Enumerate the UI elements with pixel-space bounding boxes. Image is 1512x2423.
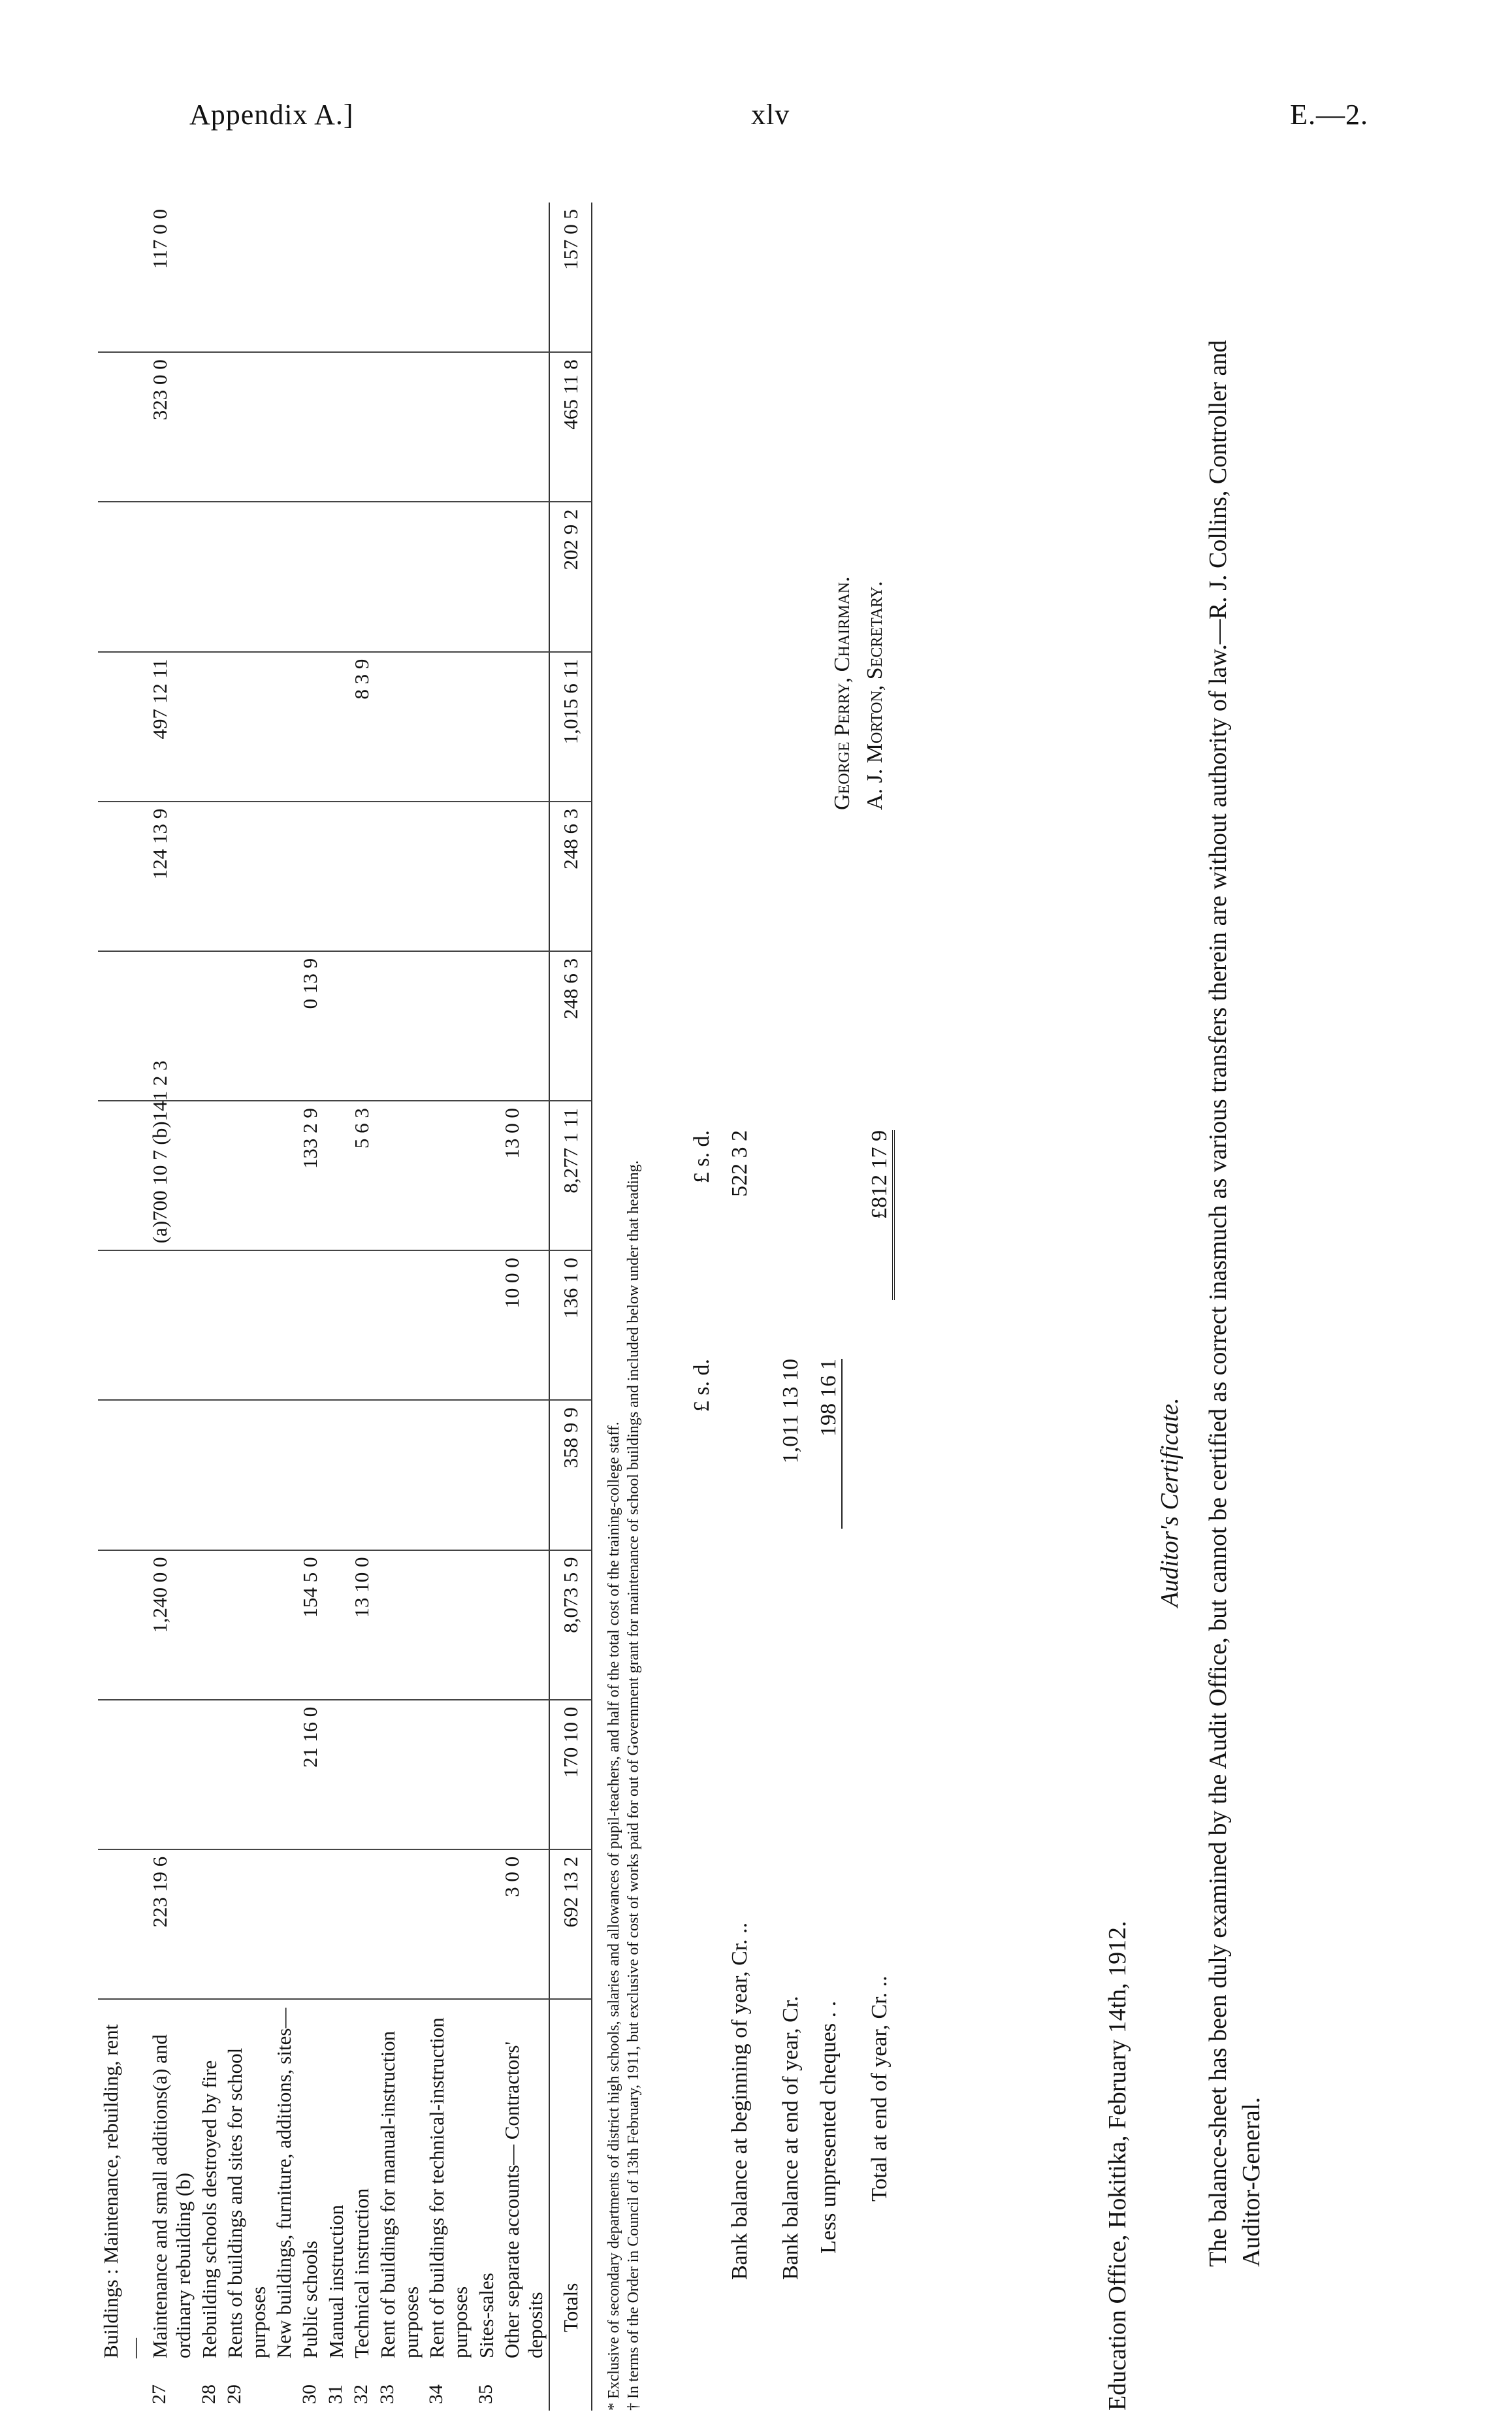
- amount-cell: [98, 1400, 147, 1550]
- amount-cell: [271, 951, 297, 1101]
- amount-cell: 1,240 0 0: [147, 1550, 196, 1700]
- amount-cell: [499, 802, 549, 951]
- amount-cell: [474, 1550, 500, 1700]
- amount-cell: [375, 352, 424, 502]
- amount-cell: [474, 1400, 500, 1550]
- amount-cell: [297, 1849, 323, 1999]
- amount-cell: [98, 652, 147, 802]
- row-number: [271, 2365, 297, 2411]
- amount-cell: [349, 203, 375, 352]
- amount-cell: [271, 352, 297, 502]
- row-number: 27: [148, 2384, 170, 2404]
- footnotes: [604, 203, 643, 2411]
- amount-cell: 13 10 0: [349, 1550, 375, 1700]
- bank-amount: 198 16 1: [816, 1359, 843, 1529]
- amount-cell: [499, 352, 549, 502]
- amount-cell: [98, 951, 147, 1101]
- total-cell: 692 13 2: [549, 1849, 592, 1999]
- amount-cell: [424, 203, 473, 352]
- row-number: 33: [376, 2384, 398, 2404]
- row-description: Sites-sales: [474, 2273, 498, 2358]
- amount-cell: [197, 652, 223, 802]
- row-description: Manual instruction: [324, 2204, 347, 2358]
- amount-cell: [197, 502, 223, 651]
- amount-cell: [271, 1101, 297, 1250]
- amount-cell: [297, 203, 323, 352]
- amount-cell: [271, 1700, 297, 1849]
- amount-cell: [197, 352, 223, 502]
- amount-cell: [323, 1700, 349, 1849]
- amount-cell: [271, 1550, 297, 1700]
- table-row: [474, 203, 500, 2411]
- amount-cell: [474, 203, 500, 352]
- amount-cell: [499, 502, 549, 651]
- amount-cell: [98, 802, 147, 951]
- amount-cell: [222, 1550, 271, 1700]
- amount-cell: [349, 352, 375, 502]
- bank-amount: 522 3 2: [728, 1130, 752, 1197]
- amount-cell: [424, 1550, 473, 1700]
- total-cell: 157 0 5: [549, 203, 592, 352]
- amount-cell: [98, 1700, 147, 1849]
- amount-cell: [499, 1550, 549, 1700]
- amount-cell: [474, 951, 500, 1101]
- amount-cell: [147, 1250, 196, 1400]
- amount-cell: [222, 951, 271, 1101]
- row-number: 35: [474, 2384, 496, 2404]
- amount-cell: [271, 1849, 297, 1999]
- row-description: Maintenance and small additions(a) and ordinary rebuilding (b): [148, 2034, 195, 2358]
- amount-cell: [375, 652, 424, 802]
- amount-cell: [271, 652, 297, 802]
- table-row: [499, 203, 549, 2411]
- amount-cell: [424, 951, 473, 1101]
- rotated-content: [98, 203, 1274, 2411]
- amount-cell: [474, 1700, 500, 1849]
- amount-cell: [474, 1101, 500, 1250]
- amount-cell: [375, 1849, 424, 1999]
- amount-cell: [424, 1250, 473, 1400]
- table-row: [98, 203, 147, 2411]
- amount-cell: [323, 1250, 349, 1400]
- amount-cell: [222, 502, 271, 651]
- amount-cell: [147, 502, 196, 651]
- total-cell: 465 11 8: [549, 352, 592, 502]
- row-description: Rents of buildings and sites for school purposes: [223, 2047, 270, 2358]
- amount-cell: [375, 1700, 424, 1849]
- amount-cell: [474, 352, 500, 502]
- amount-cell: [499, 1700, 549, 1849]
- amount-cell: 3 0 0: [499, 1849, 549, 1999]
- row-number: 28: [197, 2384, 219, 2404]
- amount-cell: [323, 1400, 349, 1550]
- amount-cell: [271, 802, 297, 951]
- amount-cell: [197, 1849, 223, 1999]
- table-row: [375, 203, 424, 2411]
- amount-cell: [424, 502, 473, 651]
- money-column-header: £ s. d.: [690, 1359, 715, 1412]
- footnote: † In terms of the Order in Council of 13th February, 1911, but exclusive of cost of works paid for out of Government grant for maintenance of school buildings and included below under that heading.: [625, 1160, 643, 2411]
- footnote: * Exclusive of secondary departments of district high schools, salaries and allowances of pupil-teachers, and half of the total cost of the training-college staff.: [605, 1422, 623, 2411]
- table-row: [271, 203, 297, 2411]
- amount-cell: [499, 1400, 549, 1550]
- amount-cell: [375, 951, 424, 1101]
- amount-cell: [323, 352, 349, 502]
- amount-cell: [323, 951, 349, 1101]
- row-number: [499, 2365, 549, 2411]
- amount-cell: [499, 951, 549, 1101]
- amount-cell: 323 0 0: [147, 352, 196, 502]
- secretary-signature: A. J. Morton, Secretary.: [863, 581, 887, 810]
- row-number: 32: [350, 2384, 372, 2404]
- bank-total: £812 17 9: [867, 1130, 895, 1300]
- amount-cell: [375, 1250, 424, 1400]
- amount-cell: [222, 1250, 271, 1400]
- amount-cell: [474, 802, 500, 951]
- accounts-table: [98, 203, 592, 2411]
- amount-cell: [424, 652, 473, 802]
- amount-cell: [297, 1400, 323, 1550]
- amount-cell: [424, 1700, 473, 1849]
- total-cell: 136 1 0: [549, 1250, 592, 1400]
- amount-cell: [499, 203, 549, 352]
- amount-cell: [499, 652, 549, 802]
- running-header-right: E.—2.: [1290, 99, 1368, 131]
- row-description: Buildings : Maintenance, rebuilding, rent—: [99, 2024, 146, 2358]
- amount-cell: 5 6 3: [349, 1101, 375, 1250]
- office-dateline: Education Office, Hokitika, February 14th, 1912.: [1104, 1921, 1131, 2411]
- amount-cell: [349, 502, 375, 651]
- amount-cell: [349, 1400, 375, 1550]
- amount-cell: [349, 1849, 375, 1999]
- money-column-header: £ s. d.: [690, 1130, 715, 1184]
- amount-cell: 8 3 9: [349, 652, 375, 802]
- amount-cell: [375, 502, 424, 651]
- row-number: 31: [324, 2384, 346, 2404]
- amount-cell: [222, 1849, 271, 1999]
- amount-cell: [323, 1849, 349, 1999]
- amount-cell: [297, 352, 323, 502]
- row-description: Technical instruction: [350, 2188, 374, 2358]
- table-row: [349, 203, 375, 2411]
- amount-cell: 497 12 11: [147, 652, 196, 802]
- bank-label: Less unpresented cheques . .: [816, 2000, 841, 2254]
- amount-cell: [98, 502, 147, 651]
- amount-cell: [474, 502, 500, 651]
- amount-cell: [424, 1400, 473, 1550]
- table-row: [323, 203, 349, 2411]
- amount-cell: [271, 203, 297, 352]
- total-cell: 170 10 0: [549, 1700, 592, 1849]
- totals-label: Totals: [549, 1999, 592, 2411]
- total-cell: 202 9 2: [549, 502, 592, 651]
- amount-cell: [197, 1400, 223, 1550]
- amount-cell: 21 16 0: [297, 1700, 323, 1849]
- amount-cell: [349, 802, 375, 951]
- amount-cell: [297, 802, 323, 951]
- amount-cell: [222, 1400, 271, 1550]
- totals-row: [549, 203, 592, 2411]
- amount-cell: [297, 1250, 323, 1400]
- auditor-certificate-text: The balance-sheet has been duly examined by the Audit Office, but cannot be certified as correct inasmuch as various transfers therein are without authority of law.—R. J. Collins, Controller and Auditor-General.: [1204, 340, 1266, 2267]
- amount-cell: [197, 951, 223, 1101]
- auditor-certificate-title: Auditor's Certificate.: [1156, 1397, 1183, 1607]
- amount-cell: [474, 1849, 500, 1999]
- amount-cell: [375, 1400, 424, 1550]
- amount-cell: [222, 352, 271, 502]
- amount-cell: [197, 1550, 223, 1700]
- total-cell: 1,015 6 11: [549, 652, 592, 802]
- amount-cell: [222, 1101, 271, 1250]
- row-description: Rebuilding schools destroyed by fire: [197, 2060, 221, 2358]
- table-row: [222, 203, 271, 2411]
- amount-cell: [424, 802, 473, 951]
- amount-cell: [98, 203, 147, 352]
- chairman-signature: George Perry, Chairman.: [830, 576, 854, 810]
- table-row: [197, 203, 223, 2411]
- amount-cell: 10 0 0: [499, 1250, 549, 1400]
- amount-cell: [271, 1250, 297, 1400]
- amount-cell: [375, 1550, 424, 1700]
- bank-label: Bank balance at end of year, Cr.: [779, 1996, 803, 2280]
- amount-cell: [197, 1700, 223, 1849]
- amount-cell: [98, 1101, 147, 1250]
- amount-cell: [297, 502, 323, 651]
- amount-cell: 13 0 0: [499, 1101, 549, 1250]
- amount-cell: [349, 951, 375, 1101]
- amount-cell: [474, 1250, 500, 1400]
- running-header-left: Appendix A.]: [189, 99, 354, 131]
- amount-cell: [424, 1101, 473, 1250]
- total-cell: 358 9 9: [549, 1400, 592, 1550]
- amount-cell: [323, 652, 349, 802]
- total-cell: 8,073 5 9: [549, 1550, 592, 1700]
- row-number: 34: [425, 2384, 447, 2404]
- amount-cell: [375, 1101, 424, 1250]
- amount-cell: [98, 1550, 147, 1700]
- amount-cell: [424, 352, 473, 502]
- amount-cell: 117 0 0: [147, 203, 196, 352]
- amount-cell: [474, 652, 500, 802]
- row-description: Public schools: [298, 2241, 322, 2358]
- amount-cell: [349, 1700, 375, 1849]
- row-description: Other separate accounts— Contractors' deposits: [500, 2041, 547, 2358]
- amount-cell: 154 5 0: [297, 1550, 323, 1700]
- amount-cell: [147, 1700, 196, 1849]
- amount-cell: [271, 502, 297, 651]
- amount-cell: [98, 1250, 147, 1400]
- amount-cell: [323, 1101, 349, 1250]
- amount-cell: 0 13 9: [297, 951, 323, 1101]
- amount-cell: [349, 1250, 375, 1400]
- total-cell: 248 6 3: [549, 802, 592, 951]
- amount-cell: [375, 802, 424, 951]
- amount-cell: [323, 1550, 349, 1700]
- amount-cell: [323, 203, 349, 352]
- row-description: New buildings, furniture, additions, sites—: [272, 2008, 296, 2358]
- table-row: [147, 203, 196, 2411]
- amount-cell: [222, 1700, 271, 1849]
- amount-cell: 133 2 9: [297, 1101, 323, 1250]
- amount-cell: [375, 203, 424, 352]
- amount-cell: 124 13 9: [147, 802, 196, 951]
- amount-cell: [323, 502, 349, 651]
- row-description: Rent of buildings for technical-instruction purposes: [425, 2017, 472, 2358]
- amount-cell: [197, 203, 223, 352]
- row-number: 30: [298, 2384, 321, 2404]
- amount-cell: [323, 802, 349, 951]
- amount-cell: [147, 1400, 196, 1550]
- bank-amount: 1,011 13 10: [779, 1359, 803, 1464]
- row-number: [98, 2365, 147, 2411]
- amount-cell: [197, 802, 223, 951]
- row-description: Rent of buildings for manual-instruction purposes: [376, 2030, 423, 2358]
- bank-label: Total at end of year, Cr. ..: [867, 1976, 892, 2202]
- amount-cell: (a)700 10 7 (b)141 2 3: [147, 1101, 196, 1250]
- amount-cell: [222, 652, 271, 802]
- amount-cell: [222, 802, 271, 951]
- amount-cell: [98, 352, 147, 502]
- amount-cell: [297, 652, 323, 802]
- amount-cell: [98, 1849, 147, 1999]
- row-number: 29: [223, 2384, 246, 2404]
- amount-cell: [197, 1250, 223, 1400]
- amount-cell: [197, 1101, 223, 1250]
- amount-cell: [271, 1400, 297, 1550]
- bank-label: Bank balance at beginning of year, Cr. ..: [728, 1922, 752, 2280]
- table-row: [424, 203, 473, 2411]
- amount-cell: [424, 1849, 473, 1999]
- bank-balance-section: [689, 203, 905, 2280]
- total-cell: 248 6 3: [549, 951, 592, 1101]
- amount-cell: 223 19 6: [147, 1849, 196, 1999]
- table-row: [297, 203, 323, 2411]
- page-number: xlv: [751, 99, 790, 131]
- total-cell: 8,277 1 11: [549, 1101, 592, 1250]
- amount-cell: [222, 203, 271, 352]
